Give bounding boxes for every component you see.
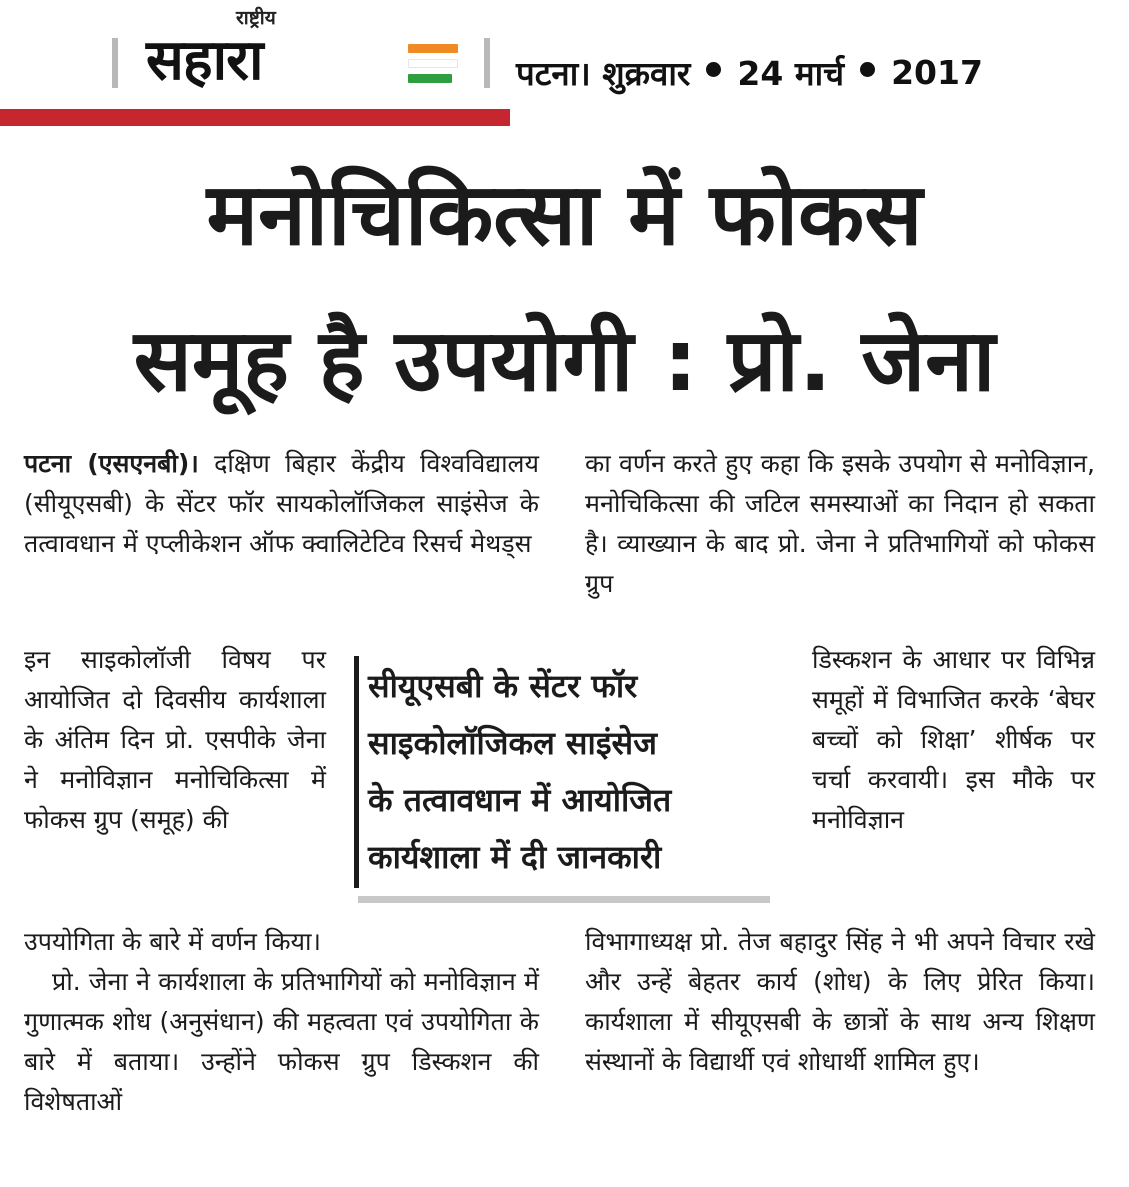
article-headline [0, 156, 1129, 420]
pull-quote-line: सीयूएसबी के सेंटर फॉर [368, 667, 638, 705]
article-paragraph: प्रो. जेना ने कार्यशाला के प्रतिभागियों को मनोविज्ञान में गुणात्मक शोध (अनुसंधान) की महत्वता एवं उपयोगिता के बारे में बताया। उन्होंने फोकस ग्रुप डिस्कशन की विशेषताओं [24, 967, 539, 1116]
pull-quote-line: कार्यशाला में दी जानकारी [368, 838, 662, 876]
bullet-dot-icon [860, 62, 875, 77]
article-left-narrow [24, 640, 326, 840]
pull-quote-line: साइकोलॉजिकल साइंसेज [368, 724, 657, 762]
article-right-top [585, 444, 1095, 604]
masthead-red-rule [0, 109, 510, 126]
article-text: का वर्णन करते हुए कहा कि इसके उपयोग से मनोविज्ञान, मनोचिकित्सा की जटिल समस्याओं का निदान हो सकता है। व्याख्यान के बाद प्रो. जेना ने प्रतिभागियों को फोकस ग्रुप [585, 449, 1095, 598]
logo-left-divider [112, 38, 118, 88]
article-text: दक्षिण बिहार केंद्रीय विश्वविद्यालय (सीयूएसबी) के सेंटर फॉर सायकोलॉजिकल साइंसेज के तत्वावधान में एप्लीकेशन ऑफ क्वालिटेटिव रिसर्च मेथड्स [24, 449, 539, 558]
dateline-year: 2017 [891, 53, 983, 92]
article-text: इन साइकोलॉजी विषय पर आयोजित दो दिवसीय कार्यशाला के अंतिम दिन प्रो. एसपीके जेना ने मनोविज्ञान मनोचिकित्सा में फोकस ग्रुप (समूह) की [24, 645, 326, 834]
dateline-date: 24 मार्च [737, 54, 845, 93]
pull-quote-rule [354, 656, 359, 888]
newspaper-logo: सहारा [146, 28, 263, 93]
masthead [0, 0, 510, 126]
article-right-narrow [812, 640, 1095, 840]
pull-quote-line: के तत्वावधान में आयोजित [368, 781, 672, 819]
pull-quote-shadow [358, 896, 770, 903]
logo-right-divider [484, 38, 490, 88]
dateline [516, 50, 1116, 98]
article-text: विभागाध्यक्ष प्रो. तेज बहादुर सिंह ने भी अपने विचार रखे और उन्हें बेहतर कार्य (शोध) के लिए प्रेरित किया। कार्यशाला में सीयूएसबी के छात्रों के साथ अन्य शिक्षण संस्थानों के विद्यार्थी एवं शोधार्थी शामिल हुए। [585, 927, 1095, 1076]
article-left-bottom [24, 922, 539, 1122]
headline-line-1: मनोचिकित्सा में फोकस [206, 165, 923, 265]
logo-subtitle: राष्ट्रीय [236, 7, 276, 29]
article-text: उपयोगिता के बारे में वर्णन किया। [24, 927, 321, 956]
article-dateline-tag: पटना (एसएनबी)। [24, 449, 199, 478]
article-text: डिस्कशन के आधार पर विभिन्न समूहों में विभाजित करके ‘बेघर बच्चों को शिक्षा’ शीर्षक पर चर्चा करवायी। इस मौके पर मनोविज्ञान [812, 645, 1095, 834]
bullet-dot-icon [706, 62, 721, 77]
article-left-top [24, 444, 539, 564]
tricolor-flag-icon [408, 44, 458, 89]
article-right-bottom [585, 922, 1095, 1082]
headline-line-2: समूह है उपयोगी : प्रो. जेना [133, 311, 996, 411]
dateline-city-day: पटना। शुक्रवार [516, 54, 691, 93]
pull-quote-text [368, 658, 768, 886]
pull-quote [354, 656, 770, 904]
